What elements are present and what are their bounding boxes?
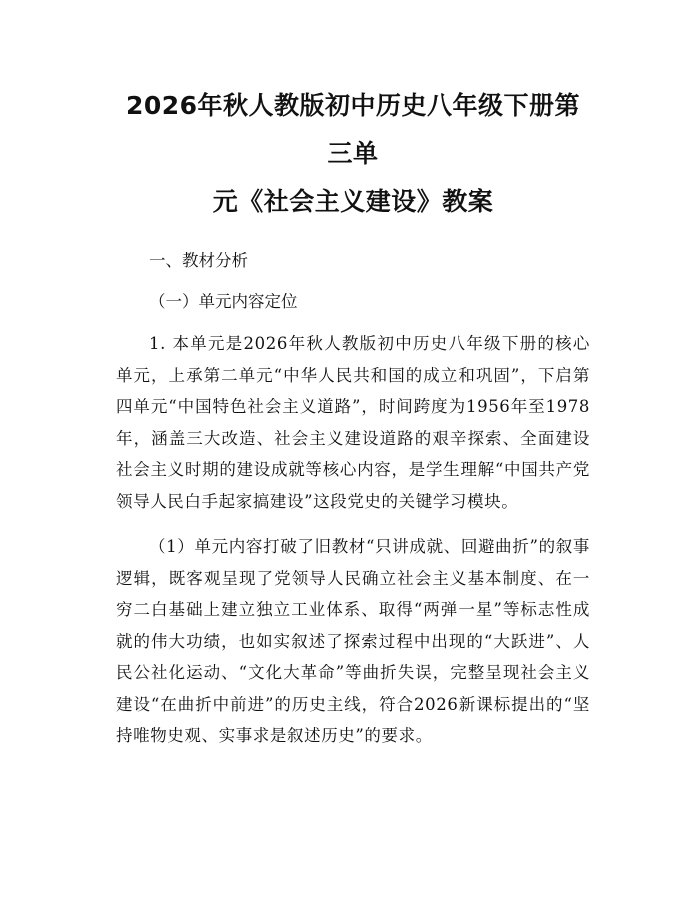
title-line-2: 元《社会主义建设》教案 xyxy=(212,187,494,216)
paragraph-unit-overview: 1. 本单元是2026年秋人教版初中历史八年级下册的核心单元，上承第二单元“中华人民共和国的成立和巩固”，下启第四单元“中国特色社会主义道路”，时间跨度为1956年至1978年，涵盖三大改造、社会主义建设道路的艰辛探索、全面建设社会主义时期的建设成就等核心内容，是学生理解“中国共产党领导人民白手起家搞建设”这段党史的关键学习模块。 xyxy=(116,334,590,511)
section-heading-textbook-analysis: 一、教材分析 xyxy=(149,251,248,270)
paragraph-unit-narrative: （1）单元内容打破了旧教材“只讲成就、回避曲折”的叙事逻辑，既客观呈现了党领导人民确立社会主义基本制度、在一穷二白基础上建立独立工业体系、取得“两弹一星”等标志性成就的伟大功绩，也如实叙述了探索过程中出现的“大跃进”、人民公社化运动、“文化大革命”等曲折失误，完整呈现社会主义建设“在曲折中前进”的历史主线，符合2026新课标提出的“坚持唯物史观、实事求是叙述历史”的要求。 xyxy=(116,537,590,745)
title-line-1: 2026年秋人教版初中历史八年级下册第三单 xyxy=(125,91,581,168)
subsection-heading-unit-positioning: （一）单元内容定位 xyxy=(149,292,298,311)
document-title xyxy=(116,82,590,226)
